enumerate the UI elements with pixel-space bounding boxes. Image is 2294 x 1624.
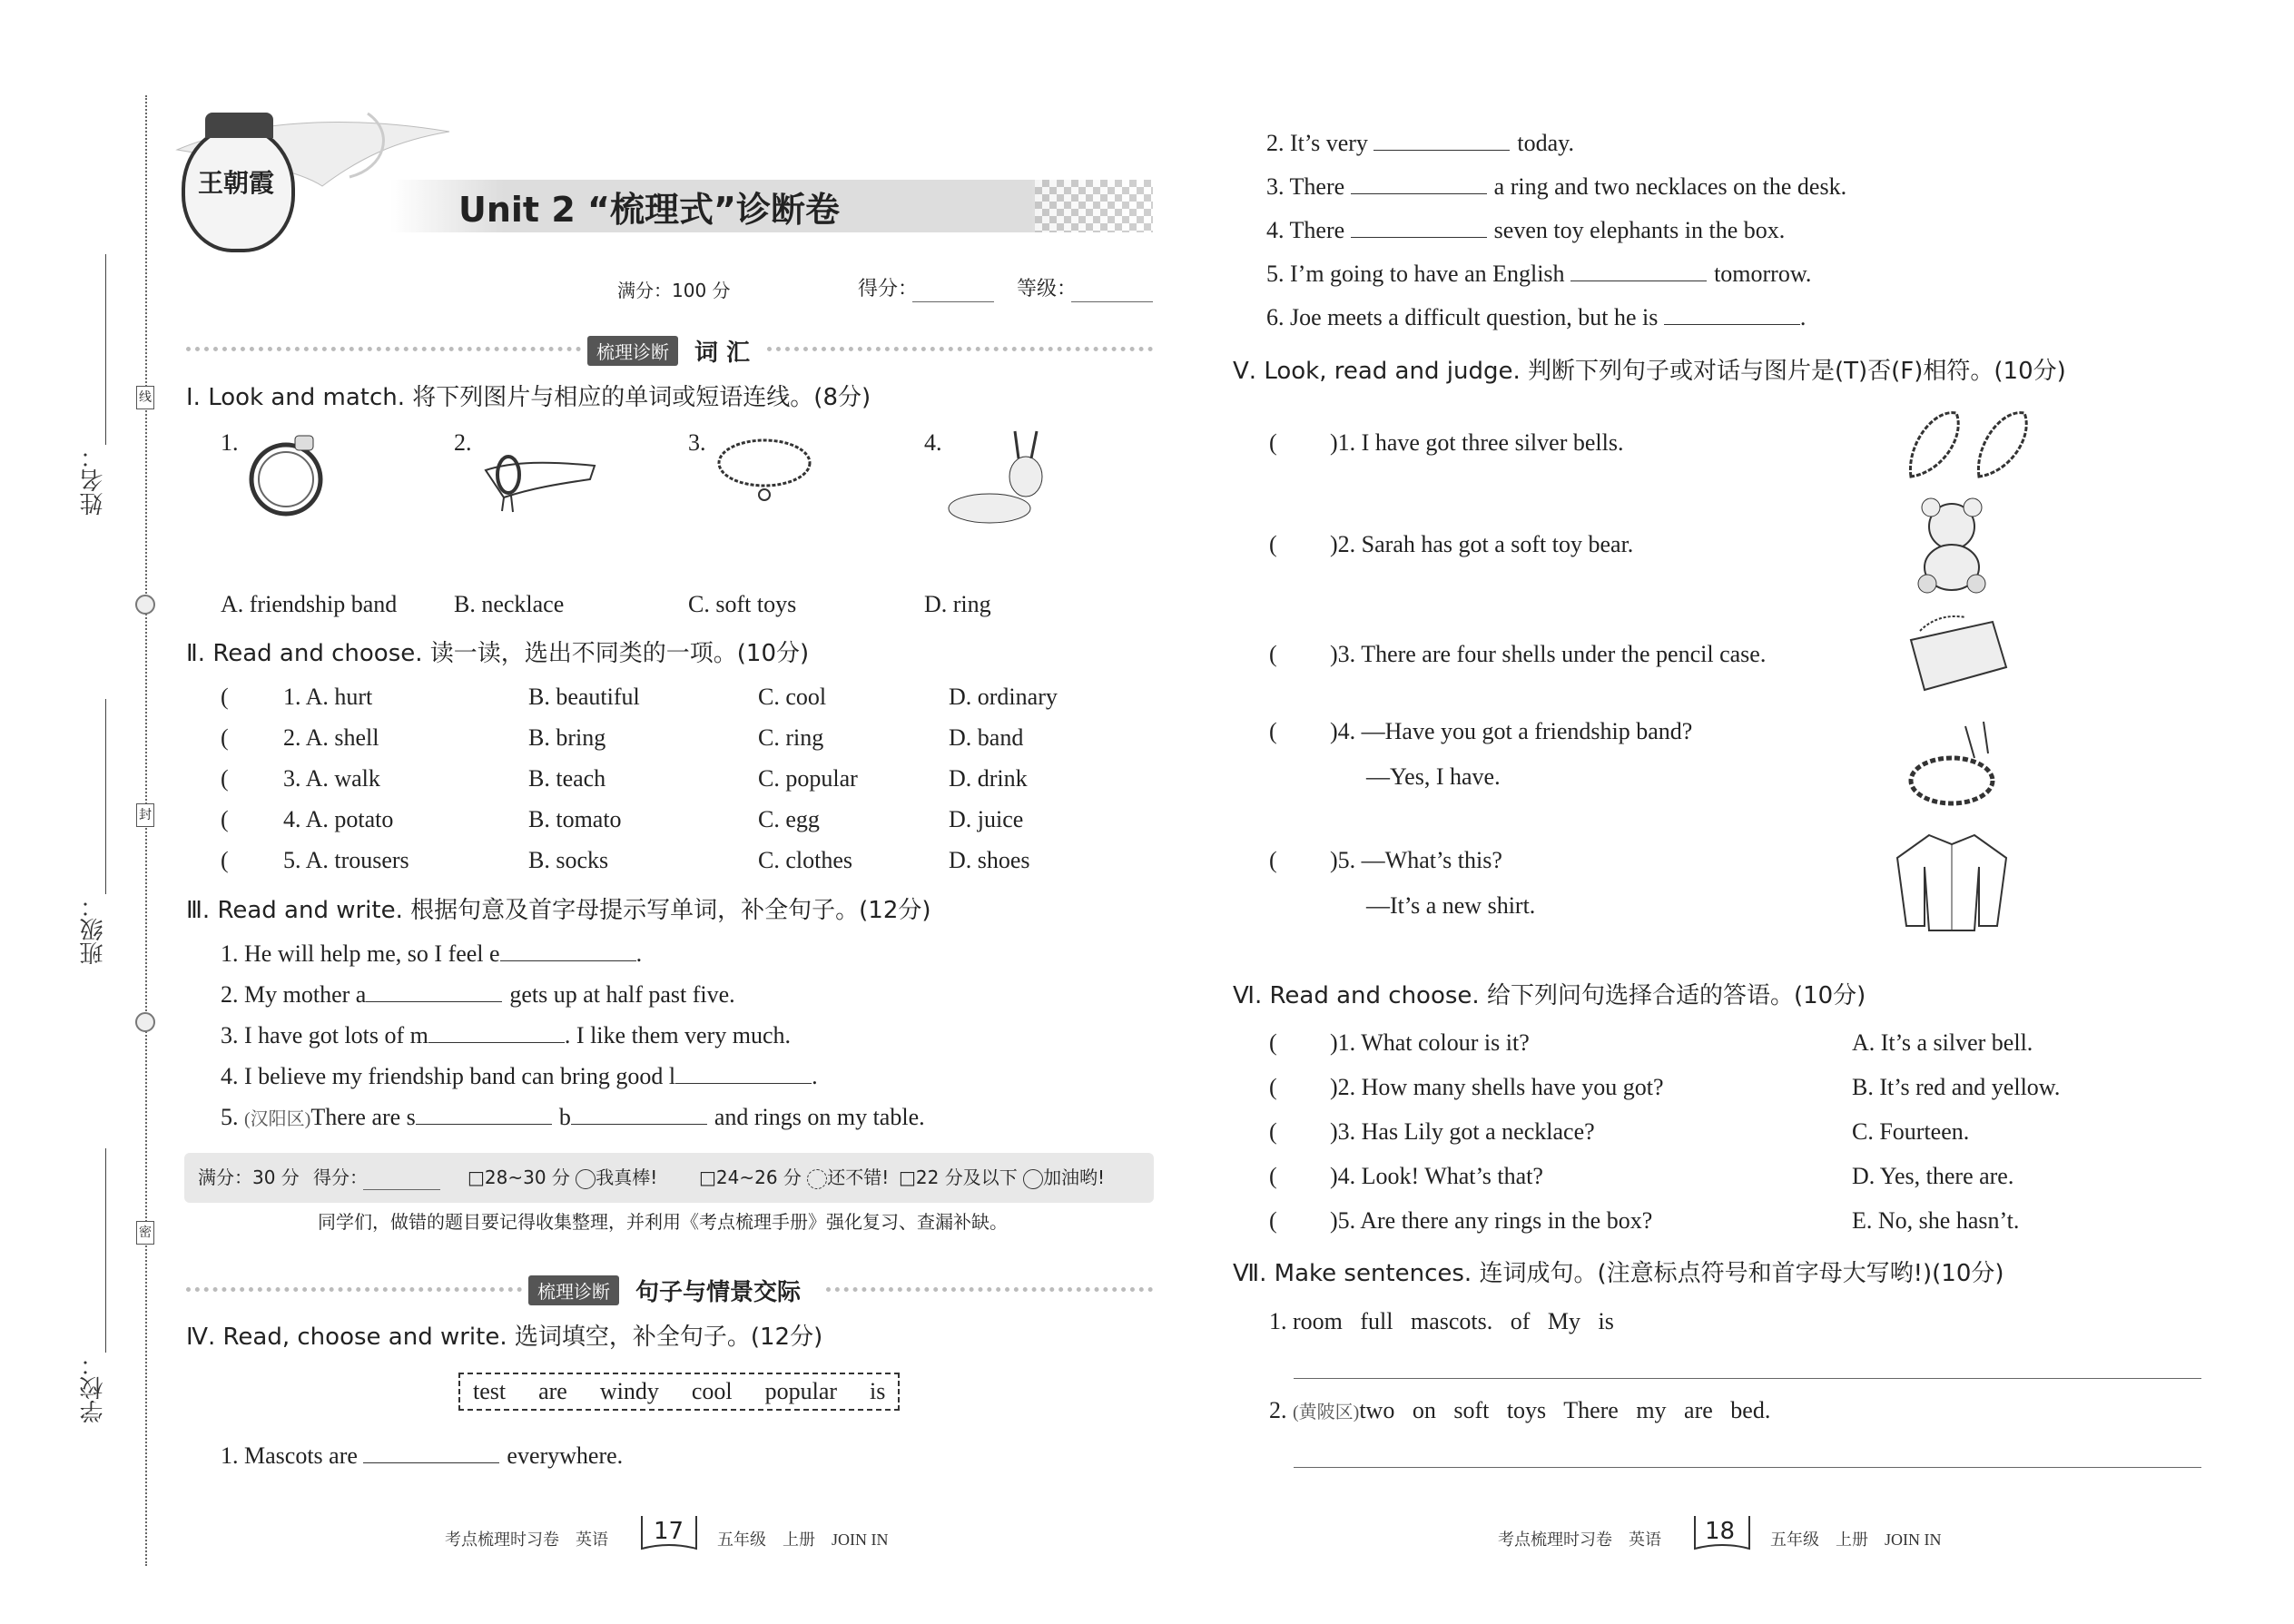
score-option[interactable]: □28~30 分 我真棒! xyxy=(468,1166,658,1188)
score-bar-score: 得分： xyxy=(313,1166,368,1188)
option-b: B. teach xyxy=(528,765,606,792)
answer-blank[interactable] xyxy=(1570,260,1707,281)
smile-icon xyxy=(807,1169,827,1189)
q7-answer-line[interactable] xyxy=(1294,1378,2201,1379)
q6-question: )1. What colour is it? xyxy=(1330,1029,1530,1056)
word: popular xyxy=(764,1378,838,1404)
answer-paren[interactable]: ( xyxy=(1269,847,1277,873)
q7-sentence: 2. (黄陂区)two on soft toys There my are bed. xyxy=(1269,1397,1771,1423)
q3-sentence: 5. (汉阳区)There are s b and rings on my table. xyxy=(221,1104,925,1130)
q7-answer-line[interactable] xyxy=(1294,1467,2201,1468)
answer-blank[interactable] xyxy=(675,1062,812,1084)
score-option[interactable]: □24~26 分 还不错! xyxy=(699,1166,890,1188)
q4-sentence: 6. Joe meets a difficult question, but he is . xyxy=(1266,304,1807,330)
full-score: 满分：100 分 xyxy=(617,280,731,301)
option-a: 5. A. trousers xyxy=(283,847,409,873)
grade-field[interactable] xyxy=(1071,301,1153,302)
score-option[interactable]: □22 分及以下 加油哟! xyxy=(899,1166,1106,1188)
q4-sentence: 4. There seven toy elephants in the box. xyxy=(1266,217,1786,243)
q4-sentence: 1. Mascots are everywhere. xyxy=(221,1442,624,1469)
score-bar-full: 满分：30 分 xyxy=(198,1166,300,1188)
answer-paren[interactable]: ( xyxy=(1269,1163,1277,1189)
section-title: 句子与情景交际 xyxy=(635,1279,802,1306)
section-tag: 梳理诊断 xyxy=(528,1275,619,1305)
logo-badge xyxy=(182,125,295,252)
q4-heading: Ⅳ. Read, choose and write. 选词填空，补全句子。(12分) xyxy=(186,1324,823,1351)
score-field[interactable] xyxy=(912,301,994,302)
option-d: D. juice xyxy=(949,806,1024,832)
ring-icon xyxy=(245,427,327,517)
friendship-band-icon xyxy=(1902,717,2011,817)
answer-blank[interactable] xyxy=(571,1103,707,1125)
q6-answer: D. Yes, there are. xyxy=(1852,1163,2014,1189)
q3-heading: Ⅲ. Read and write. 根据句意及首字母提示写单词，补全句子。(12分) xyxy=(186,897,931,924)
smile-icon xyxy=(576,1169,596,1189)
section-divider xyxy=(826,1287,1153,1292)
answer-paren[interactable]: ( xyxy=(1269,1207,1277,1234)
q4-sentence: 5. I’m going to have an English tomorrow. xyxy=(1266,261,1812,287)
answer-paren[interactable]: ( xyxy=(221,724,229,751)
option-b: B. socks xyxy=(528,847,609,873)
grade-label: 等级： xyxy=(1017,278,1078,300)
answer-paren[interactable]: ( xyxy=(1269,1074,1277,1100)
footer-right-grade: 五年级 上册 JOIN IN xyxy=(1770,1530,1942,1549)
answer-blank[interactable] xyxy=(363,1442,499,1463)
word: are xyxy=(538,1378,567,1404)
word-bank xyxy=(458,1373,900,1411)
binding-dotted-line xyxy=(145,95,147,1566)
answer-blank[interactable] xyxy=(1664,303,1800,325)
word: test xyxy=(473,1378,507,1404)
bracelets-icon xyxy=(1897,399,2047,486)
q4-sentence: 2. It’s very today. xyxy=(1266,130,1574,156)
section-divider xyxy=(186,347,581,351)
q7-heading: Ⅶ. Make sentences. 连词成句。(注意标点符号和首字母大写哟!)(10分) xyxy=(1233,1260,2004,1287)
q5-item: )3. There are four shells under the pencil case. xyxy=(1330,641,1767,667)
q5-item-reply: —It’s a new shirt. xyxy=(1366,892,1536,919)
checker-pattern xyxy=(1035,180,1153,232)
q6-question: )4. Look! What’s that? xyxy=(1330,1163,1543,1189)
q1-num: 4. xyxy=(924,429,942,456)
option-d: D. drink xyxy=(949,765,1028,792)
answer-paren[interactable]: ( xyxy=(221,806,229,832)
school-label: 学校： xyxy=(80,1353,107,1423)
book-icon xyxy=(1693,1514,1752,1552)
q1-option: A. friendship band xyxy=(221,591,398,617)
q6-answer: E. No, she hasn’t. xyxy=(1852,1207,2020,1234)
q7-sentence: 1. room full mascots. of My is xyxy=(1269,1308,1614,1334)
score-note: 同学们，做错的题目要记得收集整理，并利用《考点梳理手册》强化复习、查漏补缺。 xyxy=(318,1213,1008,1233)
footer-left-text: 考点梳理时习卷 英语 xyxy=(445,1530,608,1549)
footer-right-text: 考点梳理时习卷 英语 xyxy=(1498,1530,1661,1549)
q1-num: 2. xyxy=(454,429,472,456)
q6-question: )5. Are there any rings in the box? xyxy=(1330,1207,1653,1234)
q1-option: D. ring xyxy=(924,591,991,617)
logo-text: 王朝霞 xyxy=(198,168,275,198)
section-divider xyxy=(186,1287,522,1292)
answer-blank[interactable] xyxy=(500,940,636,961)
answer-paren[interactable]: ( xyxy=(221,684,229,710)
binding-mark-seal: 封 xyxy=(136,803,154,827)
option-d: D. shoes xyxy=(949,847,1030,873)
necklace-icon xyxy=(713,431,817,513)
binding-mark-secret: 密 xyxy=(136,1221,154,1245)
q5-item: )4. —Have you got a friendship band? xyxy=(1330,718,1693,744)
school-field-line[interactable] xyxy=(105,1148,106,1353)
page-number-left: 17 xyxy=(654,1518,684,1545)
option-b: B. tomato xyxy=(528,806,622,832)
cheer-icon xyxy=(1023,1169,1043,1189)
option-a: 2. A. shell xyxy=(283,724,379,751)
q1-heading: Ⅰ. Look and match. 将下列图片与相应的单词或短语连线。(8分) xyxy=(186,384,871,411)
option-c: C. clothes xyxy=(758,847,852,873)
answer-paren[interactable]: ( xyxy=(221,847,229,873)
answer-paren[interactable]: ( xyxy=(1269,1118,1277,1145)
shirt-icon xyxy=(1893,831,2011,935)
binding-mark-line: 线 xyxy=(136,386,154,409)
answer-paren[interactable]: ( xyxy=(221,765,229,792)
book-icon xyxy=(640,1514,699,1552)
q6-question: )3. Has Lily got a necklace? xyxy=(1330,1118,1595,1145)
q4-sentence: 3. There a ring and two necklaces on the desk. xyxy=(1266,173,1847,200)
option-a: 3. A. walk xyxy=(283,765,380,792)
section-divider xyxy=(767,347,1153,351)
answer-blank[interactable] xyxy=(1351,216,1487,238)
answer-paren[interactable]: ( xyxy=(1269,429,1277,456)
pencil-case-icon xyxy=(1902,604,2015,699)
option-c: C. egg xyxy=(758,806,820,832)
q2-heading: Ⅱ. Read and choose. 读一读，选出不同类的一项。(10分) xyxy=(186,640,810,667)
option-d: D. band xyxy=(949,724,1024,751)
score-label: 得分： xyxy=(858,278,919,300)
q1-num: 1. xyxy=(221,429,239,456)
option-a: 4. A. potato xyxy=(283,806,394,832)
name-field-line[interactable] xyxy=(105,254,106,445)
binding-knot-icon xyxy=(135,1012,155,1032)
q6-answer: C. Fourteen. xyxy=(1852,1118,1970,1145)
class-field-line[interactable] xyxy=(105,699,106,894)
option-c: C. cool xyxy=(758,684,827,710)
score-bar-field[interactable] xyxy=(363,1189,440,1190)
q3-sentence: 2. My mother a gets up at half past five. xyxy=(221,981,735,1008)
word: windy xyxy=(599,1378,659,1404)
answer-paren[interactable]: ( xyxy=(1269,641,1277,667)
option-c: C. popular xyxy=(758,765,858,792)
option-a: 1. A. hurt xyxy=(283,684,373,710)
binding-knot-icon xyxy=(135,595,155,615)
q1-option: C. soft toys xyxy=(688,591,797,617)
class-label: 班级： xyxy=(80,894,107,965)
word: is xyxy=(870,1378,886,1404)
footer-left-grade: 五年级 上册 JOIN IN xyxy=(717,1530,889,1549)
q5-heading: Ⅴ. Look, read and judge. 判断下列句子或对话与图片是(T)否(F)相符。(10分) xyxy=(1233,358,2066,385)
crown-icon xyxy=(205,113,273,138)
page-number-right: 18 xyxy=(1705,1518,1736,1545)
q3-sentence: 1. He will help me, so I feel e . xyxy=(221,940,643,967)
q6-question: )2. How many shells have you got? xyxy=(1330,1074,1664,1100)
answer-blank[interactable] xyxy=(1351,172,1487,194)
option-d: D. ordinary xyxy=(949,684,1058,710)
q6-answer: A. It’s a silver bell. xyxy=(1852,1029,2033,1056)
q3-sentence: 4. I believe my friendship band can bring good l . xyxy=(221,1063,818,1089)
friendship-band-icon xyxy=(477,434,604,516)
option-b: B. beautiful xyxy=(528,684,640,710)
answer-paren[interactable]: ( xyxy=(1269,531,1277,557)
teddy-bear-icon xyxy=(1902,495,2002,595)
q5-item-reply: —Yes, I have. xyxy=(1366,763,1501,790)
page-title: Unit 2 “梳理式”诊断卷 xyxy=(458,190,840,230)
q6-heading: Ⅵ. Read and choose. 给下列问句选择合适的答语。(10分) xyxy=(1233,982,1866,1009)
q5-item: )5. —What’s this? xyxy=(1330,847,1502,873)
option-c: C. ring xyxy=(758,724,824,751)
answer-paren[interactable]: ( xyxy=(1269,718,1277,744)
option-b: B. bring xyxy=(528,724,606,751)
answer-blank[interactable] xyxy=(1373,129,1510,151)
section-tag: 梳理诊断 xyxy=(587,336,678,366)
answer-paren[interactable]: ( xyxy=(1269,1029,1277,1056)
section-title: 词 汇 xyxy=(694,340,751,367)
q5-item: )2. Sarah has got a soft toy bear. xyxy=(1330,531,1634,557)
answer-blank[interactable] xyxy=(428,1021,565,1043)
q3-sentence: 3. I have got lots of m . I like them very much. xyxy=(221,1022,792,1048)
word: cool xyxy=(691,1378,733,1404)
q1-num: 3. xyxy=(688,429,706,456)
name-label: 姓名： xyxy=(80,445,107,516)
q6-answer: B. It’s red and yellow. xyxy=(1852,1074,2061,1100)
q1-option: B. necklace xyxy=(454,591,565,617)
answer-blank[interactable] xyxy=(416,1103,552,1125)
q5-item: )1. I have got three silver bells. xyxy=(1330,429,1624,456)
soft-toys-icon xyxy=(944,427,1062,527)
answer-blank[interactable] xyxy=(366,980,502,1002)
